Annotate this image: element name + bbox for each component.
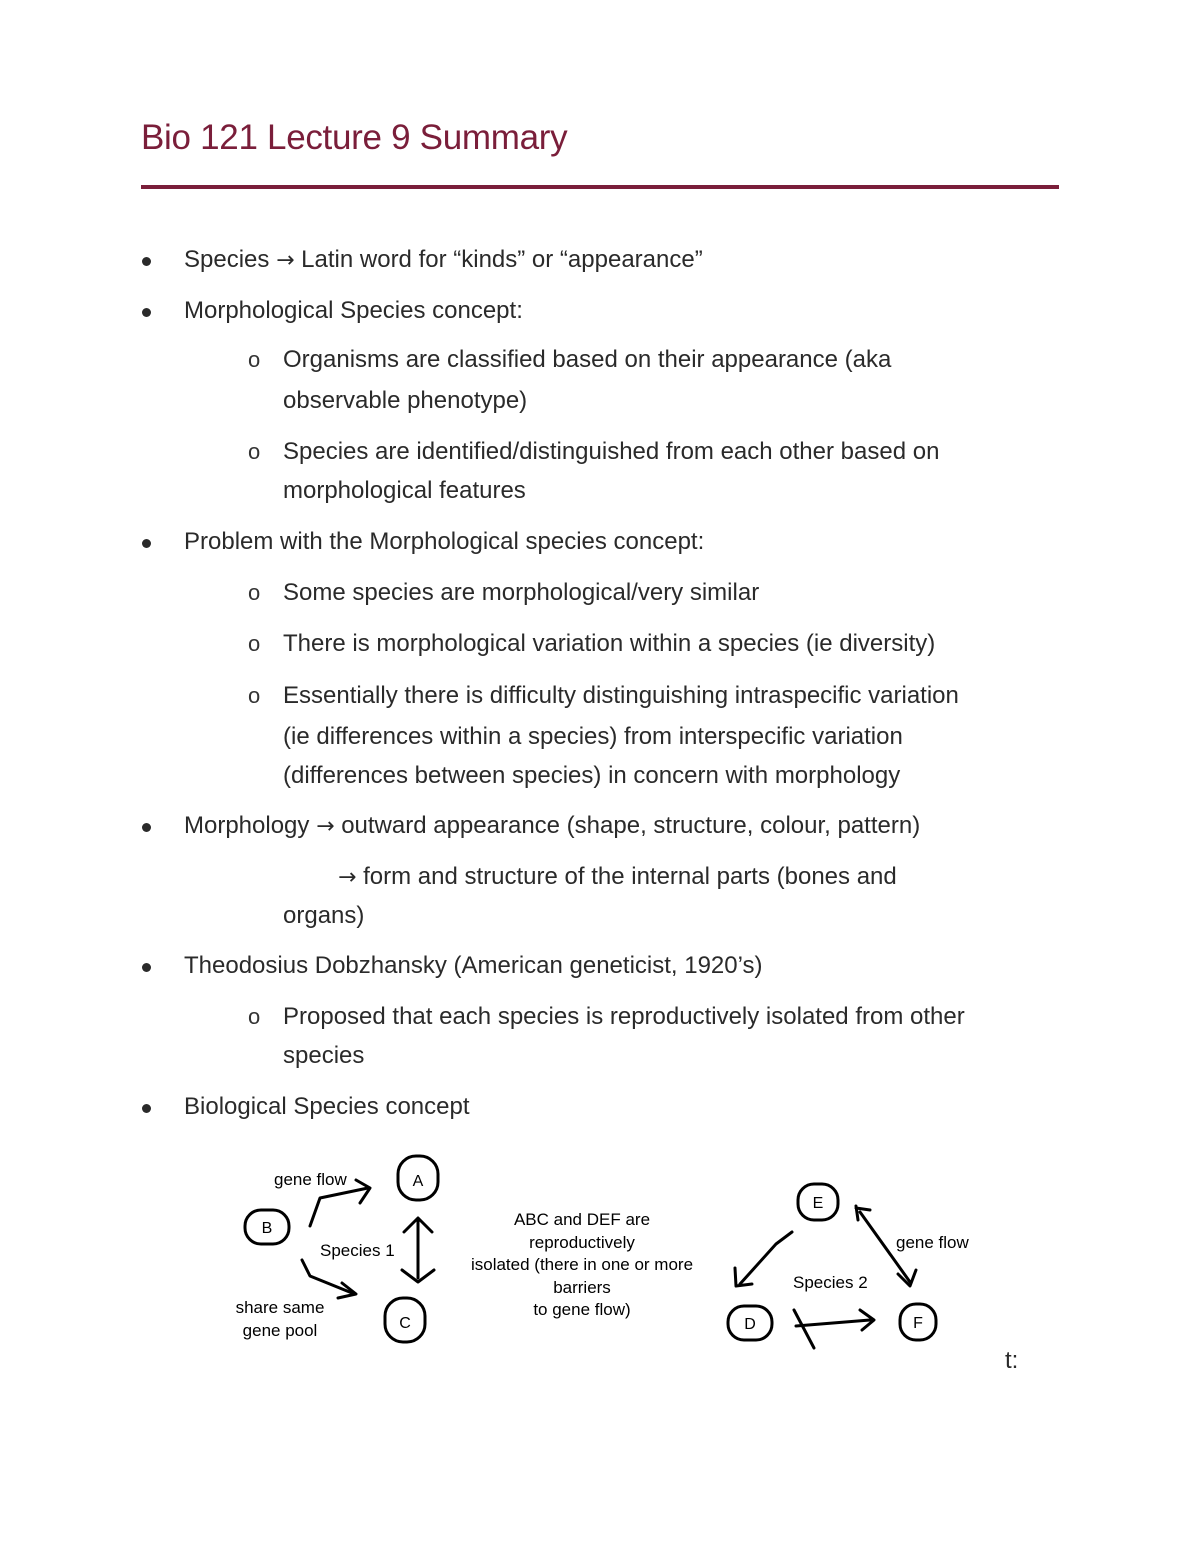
sub-bullet-text: Species are identified/distinguished from each other based on bbox=[283, 438, 940, 465]
node-label: A bbox=[412, 1173, 424, 1190]
bullet-text: outward appearance (shape, structure, colour, pattern) bbox=[341, 812, 921, 839]
gene-flow-arrow bbox=[794, 1310, 870, 1348]
species-2-label: Species 2 bbox=[793, 1273, 868, 1292]
sub-bullet-icon: o bbox=[248, 683, 261, 708]
sub-bullet-text: morphological features bbox=[283, 477, 526, 504]
bullet-text: form and structure of the internal parts (bones and bbox=[363, 863, 897, 890]
bullet-dobzhansky: Theodosius Dobzhansky (American geneticist, 1920’s) bbox=[184, 952, 763, 979]
bullet-icon bbox=[142, 963, 151, 972]
arrowhead bbox=[735, 1268, 752, 1286]
sub-bullet-text: (ie differences within a species) from interspecific variation bbox=[283, 723, 903, 750]
bullet-morphology bbox=[184, 811, 920, 842]
morphology-continuation bbox=[338, 862, 897, 893]
morphology-continuation: organs) bbox=[283, 902, 365, 929]
bullet-icon bbox=[142, 823, 151, 832]
sub-bullet-text: (differences between species) in concern with morphology bbox=[283, 762, 901, 789]
center-text: ABC and DEF are bbox=[513, 1210, 651, 1229]
node-label: E bbox=[812, 1195, 824, 1212]
sub-bullet-text: Some species are morphological/very similar bbox=[283, 579, 760, 606]
share-pool-label: share same bbox=[235, 1298, 325, 1317]
bullet-icon bbox=[142, 1104, 151, 1113]
sub-bullet-text: Organisms are classified based on their appearance (aka bbox=[283, 346, 892, 373]
node-label: D bbox=[744, 1316, 756, 1333]
gene-flow-label: gene flow bbox=[896, 1233, 969, 1252]
sub-bullet-icon: o bbox=[248, 631, 261, 656]
sub-bullet-text: Essentially there is difficulty distinguishing intraspecific variation bbox=[283, 682, 959, 709]
sub-bullet-icon: o bbox=[248, 580, 261, 605]
bullet-text: Latin word for “kinds” or “appearance” bbox=[301, 246, 703, 273]
sub-bullet-icon: o bbox=[248, 1004, 261, 1029]
center-text: to gene flow) bbox=[533, 1300, 631, 1319]
node-label: B bbox=[261, 1220, 273, 1237]
bullet-species-definition bbox=[184, 245, 703, 276]
trailing-text: t: bbox=[1005, 1347, 1019, 1374]
biological-species-diagram bbox=[220, 1148, 1000, 1358]
gene-flow-arrow bbox=[740, 1232, 792, 1284]
sub-bullet-icon: o bbox=[248, 439, 261, 464]
page-title: Bio 121 Lecture 9 Summary bbox=[141, 118, 568, 157]
bullet-icon bbox=[142, 257, 151, 266]
arrow-icon: → bbox=[338, 865, 357, 890]
bullet-biological-concept: Biological Species concept bbox=[184, 1093, 470, 1120]
sub-bullet-icon: o bbox=[248, 347, 261, 372]
arrow-icon: → bbox=[276, 248, 295, 273]
bullet-icon bbox=[142, 539, 151, 548]
center-text: reproductively bbox=[529, 1233, 635, 1252]
node-label: F bbox=[913, 1315, 923, 1332]
arrow-icon: → bbox=[316, 814, 335, 839]
bullet-problem-morphological: Problem with the Morphological species concept: bbox=[184, 528, 705, 555]
bullet-text: Morphology bbox=[184, 812, 310, 839]
title-rule bbox=[141, 185, 1059, 189]
gene-flow-label: gene flow bbox=[274, 1170, 347, 1189]
sub-bullet-text: observable phenotype) bbox=[283, 387, 528, 414]
gene-flow-arrow bbox=[310, 1188, 368, 1226]
bullet-icon bbox=[142, 308, 151, 317]
center-text: barriers bbox=[553, 1278, 611, 1297]
bullet-text: Species bbox=[184, 246, 270, 273]
bullet-morphological-concept: Morphological Species concept: bbox=[184, 297, 523, 324]
sub-bullet-text: Proposed that each species is reproductively isolated from other bbox=[283, 1003, 965, 1030]
center-text: isolated (there in one or more bbox=[470, 1255, 694, 1274]
node-label: C bbox=[399, 1315, 411, 1332]
sub-bullet-text: There is morphological variation within a species (ie diversity) bbox=[283, 630, 936, 657]
share-pool-label: gene pool bbox=[242, 1321, 318, 1340]
shared-pool-arrow bbox=[302, 1260, 352, 1293]
species-1-label: Species 1 bbox=[320, 1241, 395, 1260]
sub-bullet-text: species bbox=[283, 1042, 365, 1069]
